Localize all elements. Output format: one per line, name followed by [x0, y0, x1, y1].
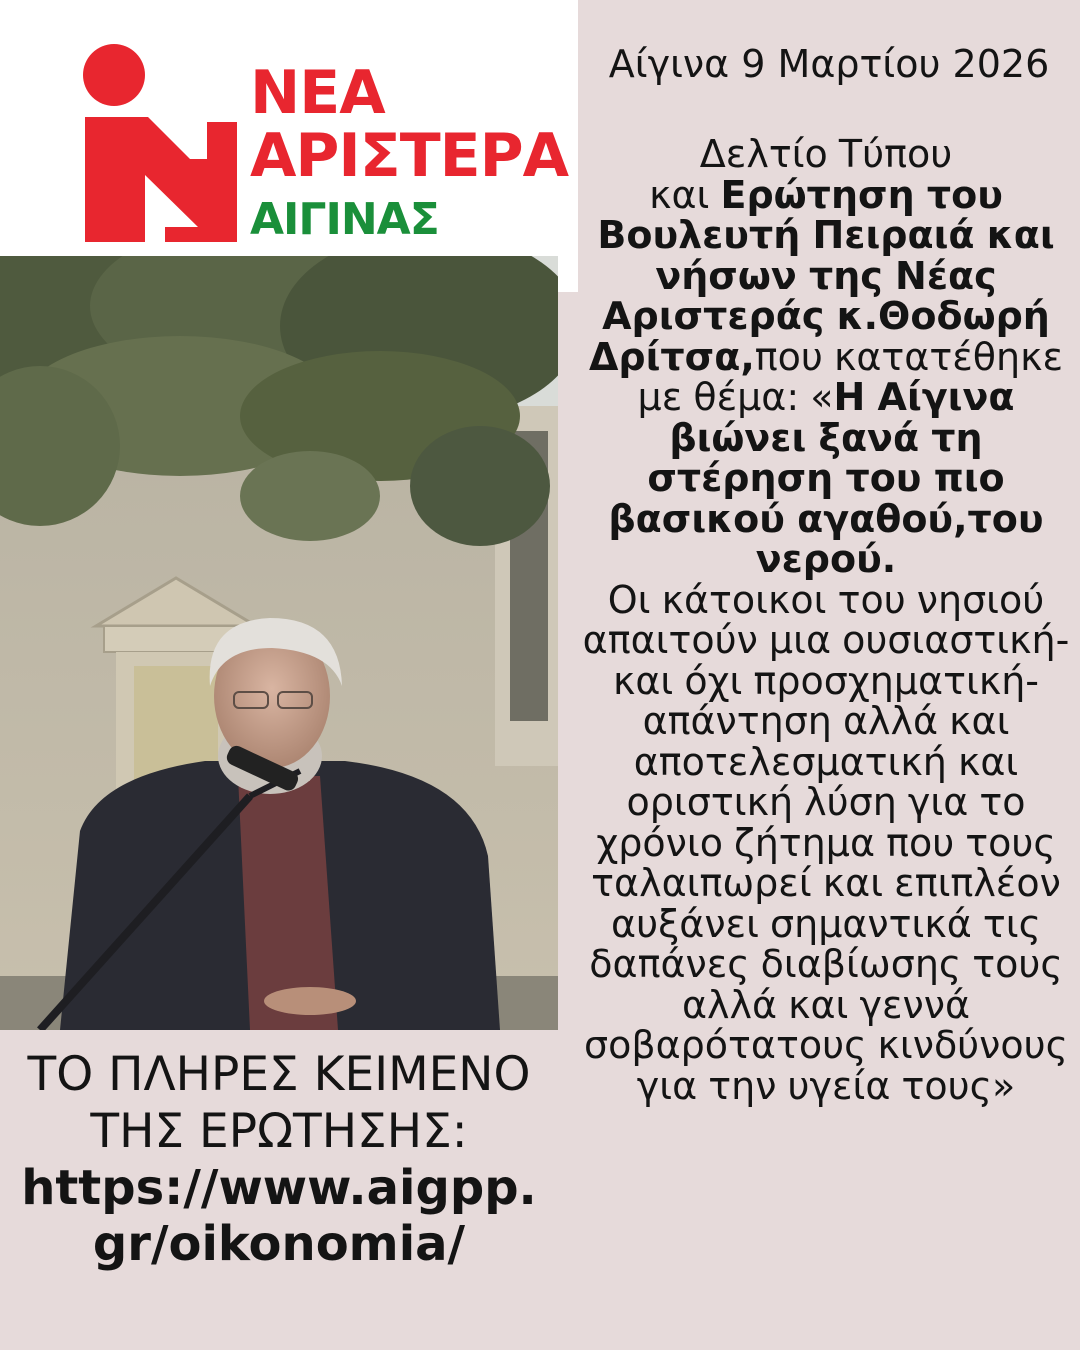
question-author: Ερώτηση του Βουλευτή Πειραιά και νήσων της Νέας Αριστεράς κ.Θοδωρή Δρίτσα, [588, 172, 1055, 379]
question-body: Οι κάτοικοι του νησιού απαιτούν μια ουσιαστική- και όχι προσχηματική- απάντηση αλλά και αποτελεσματική και οριστική λύση για το χρόνιο ζήτημα που τους ταλαιπωρεί και επιπλέον αυξάνει σημαντικά τις δαπάνες διαβίωσης τους αλλά και γεννά σοβαρότατους κινδύνους για την υγεία τους» [582, 577, 1070, 1108]
filed-subject-text: που κατατέθηκε με θέμα: « [637, 334, 1064, 419]
party-logo [0, 0, 578, 292]
press-release-heading: Δελτίο Τύπου [699, 132, 953, 176]
logo-text-nea: ΝΕΑ [250, 58, 385, 128]
full-text-caption [10, 1046, 548, 1272]
question-intro [574, 172, 1078, 581]
logo-text-aiginas: ΑΙΓΙΝΑΣ [250, 194, 439, 245]
press-release-text [574, 134, 1078, 1106]
full-text-link[interactable]: https://www.aigpp. gr/oikonomia/ [21, 1160, 537, 1272]
logo-text-aristera: ΑΡΙΣΤΕΡΑ [250, 121, 569, 191]
speaker-photo [0, 256, 558, 1030]
full-text-label: ΤΟ ΠΛΗΡΕΣ ΚΕΙΜΕΝΟ ΤΗΣ ΕΡΩΤΗΣΗΣ: [27, 1047, 531, 1159]
question-subject: Η Αίγινα βιώνει ξανά τη στέρηση του πιο βασικού αγαθού,του νερού. [608, 375, 1044, 581]
person-arrow-icon [80, 42, 240, 242]
date-line: Αίγινα 9 Μαρτίου 2026 [608, 42, 1050, 86]
conjunction-text: και [649, 172, 721, 217]
